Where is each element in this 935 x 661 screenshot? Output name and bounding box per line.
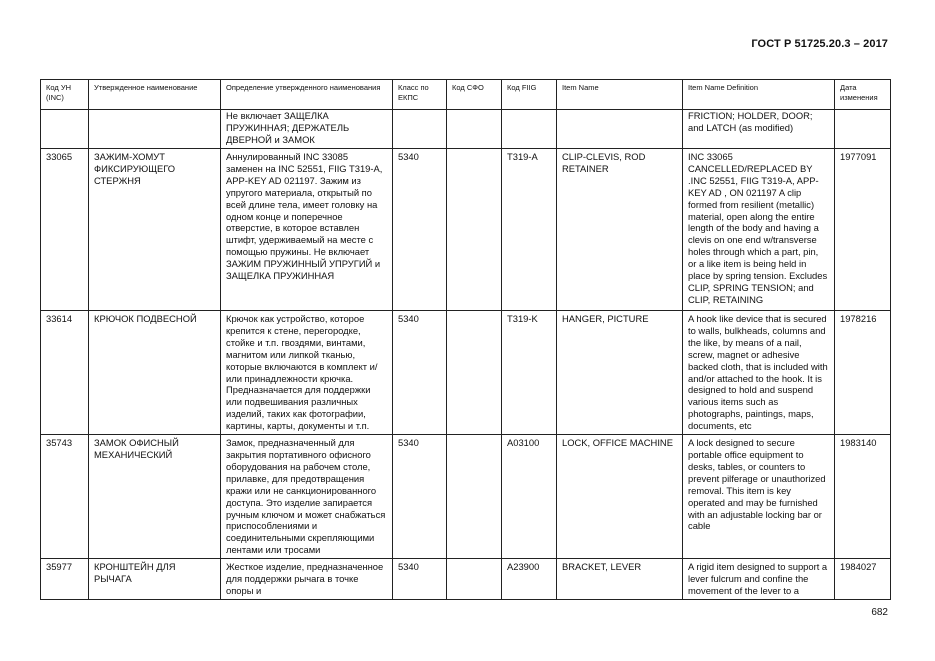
table-row bbox=[41, 311, 891, 435]
cell-item-name: LOCK, OFFICE MACHINE bbox=[557, 435, 683, 559]
catalog-table bbox=[40, 79, 891, 600]
cell-item-name: BRACKET, LEVER bbox=[557, 559, 683, 600]
cell-fiig-code: A03100 bbox=[502, 435, 557, 559]
table-row bbox=[41, 559, 891, 600]
cell-approved-name: ЗАМОК ОФИСНЫЙ МЕХАНИЧЕСКИЙ bbox=[89, 435, 221, 559]
col-header-definition: Определение утвержденного наименования bbox=[221, 80, 393, 110]
col-header-ekps-class: Класс по ЕКПС bbox=[393, 80, 447, 110]
cell-item-name-definition: FRICTION; HOLDER, DOOR; and LATCH (as modified) bbox=[683, 110, 835, 149]
cell-sfo-code bbox=[447, 149, 502, 311]
cell-fiig-code: A23900 bbox=[502, 559, 557, 600]
cell-change-date: 1977091 bbox=[835, 149, 891, 311]
cell-sfo-code bbox=[447, 311, 502, 435]
table-row bbox=[41, 110, 891, 149]
col-header-sfo-code: Код СФО bbox=[447, 80, 502, 110]
cell-ekps-class: 5340 bbox=[393, 149, 447, 311]
cell-approved-name: КРЮЧОК ПОДВЕСНОЙ bbox=[89, 311, 221, 435]
cell-item-name bbox=[557, 110, 683, 149]
cell-definition: Аннулированный INC 33085 заменен на INC 52551, FIIG T319-A, APP-KEY AD 021197. Зажим из упругого материала, открытый по всей длине тела, имеет головку на одном конце и поперечное отверстие, в которое вставлен штифт, удерживаемый на месте с помощью пружины. Не включает ЗАЖИМ ПРУЖИННЫЙ УПРУГИЙ и ЗАЩЕЛКА ПРУЖИННАЯ bbox=[221, 149, 393, 311]
cell-fiig-code: T319-A bbox=[502, 149, 557, 311]
cell-fiig-code bbox=[502, 110, 557, 149]
cell-ekps-class bbox=[393, 110, 447, 149]
cell-code: 35743 bbox=[41, 435, 89, 559]
table-row bbox=[41, 149, 891, 311]
cell-item-name-definition: INC 33065 CANCELLED/REPLACED BY .INC 52551, FIIG T319-A, APP-KEY AD , ON 021197 A clip formed from resilient (metallic) material, open along the entire length of the body and having a clevis on one end w/transverse holes through which a part, pin, or a like item is being held in place by spring tension. Excludes CLIP, SPRING TENSION; and CLIP, RETAINING bbox=[683, 149, 835, 311]
cell-code: 33065 bbox=[41, 149, 89, 311]
col-header-item-name: Item Name bbox=[557, 80, 683, 110]
cell-change-date bbox=[835, 110, 891, 149]
cell-change-date: 1984027 bbox=[835, 559, 891, 600]
cell-fiig-code: T319-K bbox=[502, 311, 557, 435]
col-header-change-date: Дата изменения bbox=[835, 80, 891, 110]
cell-item-name-definition: A hook like device that is secured to walls, bulkheads, columns and the like, by means of a nail, screw, magnet or adhesive backed cloth, that is included with and/or attached to the hook. It is designed to hold and suspend various items such as photographs, paintings, maps, documents, etc bbox=[683, 311, 835, 435]
document-header: ГОСТ Р 51725.20.3 – 2017 bbox=[751, 38, 888, 50]
cell-code: 35977 bbox=[41, 559, 89, 600]
cell-ekps-class: 5340 bbox=[393, 435, 447, 559]
col-header-code: Код УН (INC) bbox=[41, 80, 89, 110]
cell-sfo-code bbox=[447, 110, 502, 149]
cell-code bbox=[41, 110, 89, 149]
cell-item-name: CLIP-CLEVIS, ROD RETAINER bbox=[557, 149, 683, 311]
col-header-approved-name: Утвержденное наименование bbox=[89, 80, 221, 110]
cell-ekps-class: 5340 bbox=[393, 311, 447, 435]
cell-code: 33614 bbox=[41, 311, 89, 435]
table-row bbox=[41, 435, 891, 559]
cell-approved-name: ЗАЖИМ-ХОМУТ ФИКСИРУЮЩЕГО СТЕРЖНЯ bbox=[89, 149, 221, 311]
cell-approved-name: КРОНШТЕЙН ДЛЯ РЫЧАГА bbox=[89, 559, 221, 600]
cell-definition: Не включает ЗАЩЕЛКА ПРУЖИННАЯ; ДЕРЖАТЕЛЬ ДВЕРНОЙ и ЗАМОК bbox=[221, 110, 393, 149]
cell-ekps-class: 5340 bbox=[393, 559, 447, 600]
cell-change-date: 1978216 bbox=[835, 311, 891, 435]
page-number: 682 bbox=[871, 607, 888, 618]
cell-item-name-definition: A rigid item designed to support a lever fulcrum and confine the movement of the lever to a bbox=[683, 559, 835, 600]
cell-definition: Жесткое изделие, предназначенное для поддержки рычага в точке опоры и bbox=[221, 559, 393, 600]
col-header-fiig-code: Код FIIG bbox=[502, 80, 557, 110]
cell-definition: Замок, предназначенный для закрытия портативного офисного оборудования на рабочем столе, прилавке, для предотвращения кражи или не санкционированного доступа. Это изделие запирается ручным ключом и может снабжаться приспособлениями и соединительными скрепляющими лентами или тросами bbox=[221, 435, 393, 559]
cell-change-date: 1983140 bbox=[835, 435, 891, 559]
cell-approved-name bbox=[89, 110, 221, 149]
cell-definition: Крючок как устройство, которое крепится к стене, перегородке, стойке и т.п. гвоздями, винтами, магнитом или липкой тканью, которые включаются в комплект и/или принадлежности крючка. Предназначается для поддержки или подвешивания различных изделий, таких как фотографии, картины, карты, документы и т.п. bbox=[221, 311, 393, 435]
cell-sfo-code bbox=[447, 559, 502, 600]
table-header-row bbox=[41, 80, 891, 110]
cell-sfo-code bbox=[447, 435, 502, 559]
cell-item-name: HANGER, PICTURE bbox=[557, 311, 683, 435]
cell-item-name-definition: A lock designed to secure portable office equipment to desks, tables, or counters to prevent pilferage or unauthorized removal. This item is key operated and may be furnished with an adjustable locking bar or cable bbox=[683, 435, 835, 559]
col-header-item-name-definition: Item Name Definition bbox=[683, 80, 835, 110]
